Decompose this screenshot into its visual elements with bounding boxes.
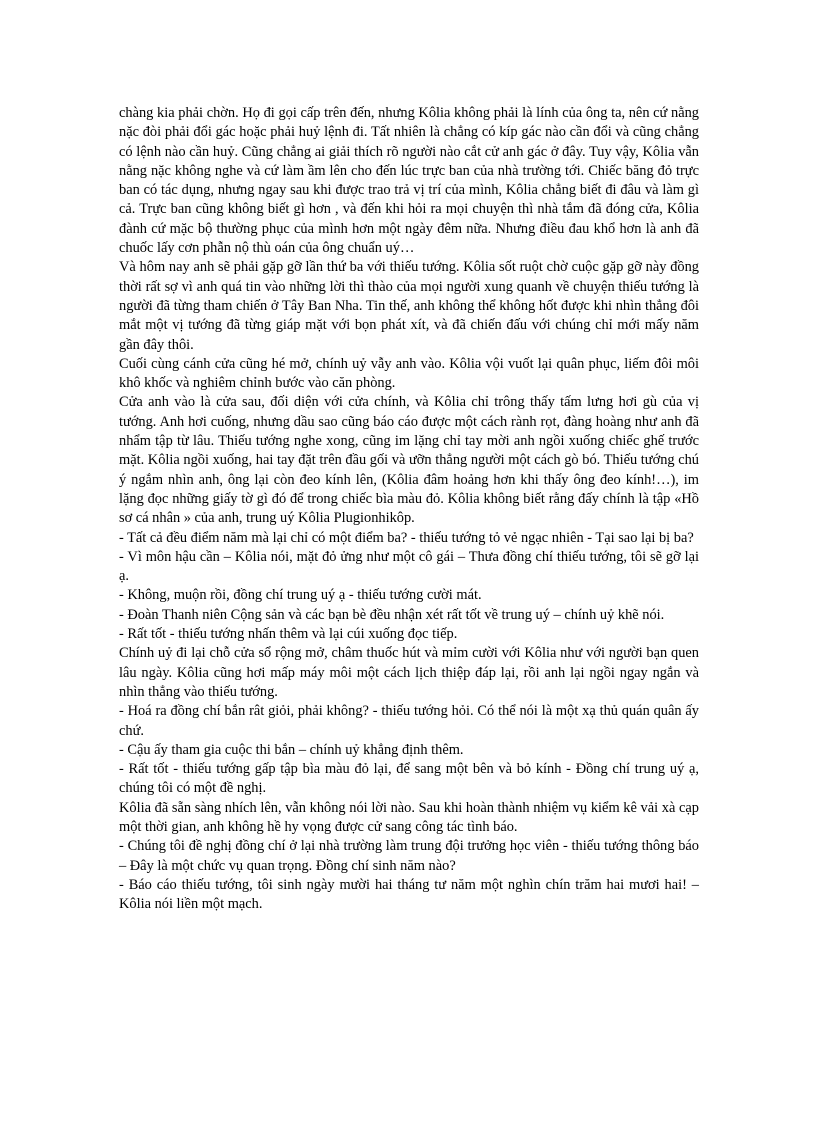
- paragraph-3: Cuối cùng cánh cửa cũng hé mở, chính uỷ vẫy anh vào. Kôlia vội vuốt lại quân phục, liếm đôi môi khô khốc và nghiêm chỉnh bước vào căn phòng.: [119, 355, 699, 392]
- dialogue-line-8: - Rất tốt - thiếu tướng gấp tập bìa màu đỏ lại, để sang một bên và bỏ kính - Đồng chí trung uý ạ, chúng tôi có một đề nghị.: [119, 761, 699, 797]
- paragraph-6: Kôlia đã sẵn sàng nhích lên, vẫn không nói lời nào. Sau khi hoàn thành nhiệm vụ kiểm kê vải xà cạp một thời gian, anh không hề hy vọng được cử sang công tác tình báo.: [119, 799, 699, 835]
- dialogue-line-6: - Hoá ra đồng chí bắn rât giỏi, phải không? - thiếu tướng hỏi. Có thể nói là một xạ thủ quán quân ấy chứ.: [119, 703, 699, 739]
- dialogue-line-9: - Chúng tôi đề nghị đồng chí ở lại nhà trường làm trung đội trưởng học viên - thiếu tướng thông báo – Đây là một chức vụ quan trọng. Đồng chí sinh năm nào?: [119, 838, 699, 874]
- dialogue-line-4: - Đoàn Thanh niên Cộng sản và các bạn bè đều nhận xét rất tốt về trung uý – chính uỷ khẽ nói.: [119, 606, 665, 623]
- dialogue-line-3: - Không, muộn rồi, đồng chí trung uý ạ - thiếu tướng cười mát.: [119, 587, 482, 604]
- paragraph-1: chàng kia phải chờn. Họ đi gọi cấp trên đến, nhưng Kôlia không phải là lính của ông ta, nên cứ nằng nặc đòi phải đổi gác hoặc phải huỷ lệnh đi. Tất nhiên là chẳng có kíp gác nào cần đổi và cũng chẳng có lệnh nào cần huỷ. Cũng chẳng ai giải thích rõ người nào cắt cử anh gác ở đây. Tuy vậy, Kôlia vẫn nằng nặc không nghe và cứ làm ầm lên cho đến lúc trực ban của nhà trường tới. Chiếc băng đỏ trực ban có tác dụng, nhưng ngay sau khi được trao trả vị trí của mình, Kôlia chẳng biết đi đâu và làm gì cả. Trực ban cũng không biết gì hơn , và đến khi hỏi ra mọi chuyện thì nhà tắm đã đóng cửa, Kôlia đành cứ mặc bộ thường phục của mình hơn một ngày đêm nữa. Nhưng điều đau khổ hơn là anh đã chuốc lấy cơn phẫn nộ thù oán của ông chuẩn uý…: [119, 105, 699, 257]
- text-body: [119, 104, 699, 914]
- dialogue-line-2: - Vì môn hậu cần – Kôlia nói, mặt đỏ ửng như một cô gái – Thưa đồng chí thiếu tướng, tôi sẽ gỡ lại ạ.: [119, 548, 699, 585]
- dialogue-line-7: - Cậu ấy tham gia cuộc thi bắn – chính uỷ khẳng định thêm.: [119, 741, 464, 758]
- paragraph-4: Cửa anh vào là cửa sau, đối diện với cửa chính, và Kôlia chỉ trông thấy tấm lưng hơi gù của vị tướng. Anh hơi cuống, nhưng dầu sao cũng báo cáo được một cách rành rọt, đàng hoàng như anh đã nhẩm tập từ lâu. Thiếu tướng nghe xong, cũng im lặng chỉ tay mời anh ngồi xuống chiếc ghế trước mặt. Kôlia ngồi xuống, hai tay đặt trên đầu gối và ưỡn thẳng người một cách gò bó. Thiếu tướng chú ý ngắm nhìn anh, ông lại còn đeo kính lên, (Kôlia đâm hoảng hơn khi thấy ông đeo kính!…), im lặng đọc những giấy tờ gì đó để trong chiếc bìa màu đỏ. Kôlia không biết rằng đấy chính là tập «Hồ sơ cá nhân » của anh, trung uý Kôlia Plugionhikôp.: [119, 394, 699, 527]
- dialogue-line-1: - Tất cả đều điểm năm mà lại chỉ có một điểm ba? - thiếu tướng tỏ vẻ ngạc nhiên - Tại sao lại bị ba?: [119, 529, 694, 546]
- paragraph-5: Chính uỷ đi lại chỗ cửa sổ rộng mở, châm thuốc hút và mỉm cười với Kôlia như với người bạn quen lâu ngày. Kôlia cũng hơi mấp máy môi một cách lịch thiệp đáp lại, rồi anh lại ngồi ngay ngắn và nhìn thẳng vào thiếu tướng.: [119, 645, 699, 700]
- dialogue-line-5: - Rất tốt - thiếu tướng nhấn thêm và lại cúi xuống đọc tiếp.: [119, 626, 458, 643]
- dialogue-line-10: - Báo cáo thiếu tướng, tôi sinh ngày mười hai tháng tư năm một nghìn chín trăm hai mươi hai! – Kôlia nói liền một mạch.: [119, 876, 699, 913]
- paragraph-2: Và hôm nay anh sẽ phải gặp gỡ lần thứ ba với thiếu tướng. Kôlia sốt ruột chờ cuộc gặp gỡ này đồng thời rất sợ vì anh quá tin vào những lời thì thào của mọi người xung quanh về chuyện thiếu tướng là người đã từng tham chiến ở Tây Ban Nha. Tin thế, anh không thể không hốt được khi nhìn thẳng đôi mắt một vị tướng đã từng giáp mặt với bọn phát xít, và đã chiến đấu với chúng chỉ mới mấy năm gần đây thôi.: [119, 259, 699, 353]
